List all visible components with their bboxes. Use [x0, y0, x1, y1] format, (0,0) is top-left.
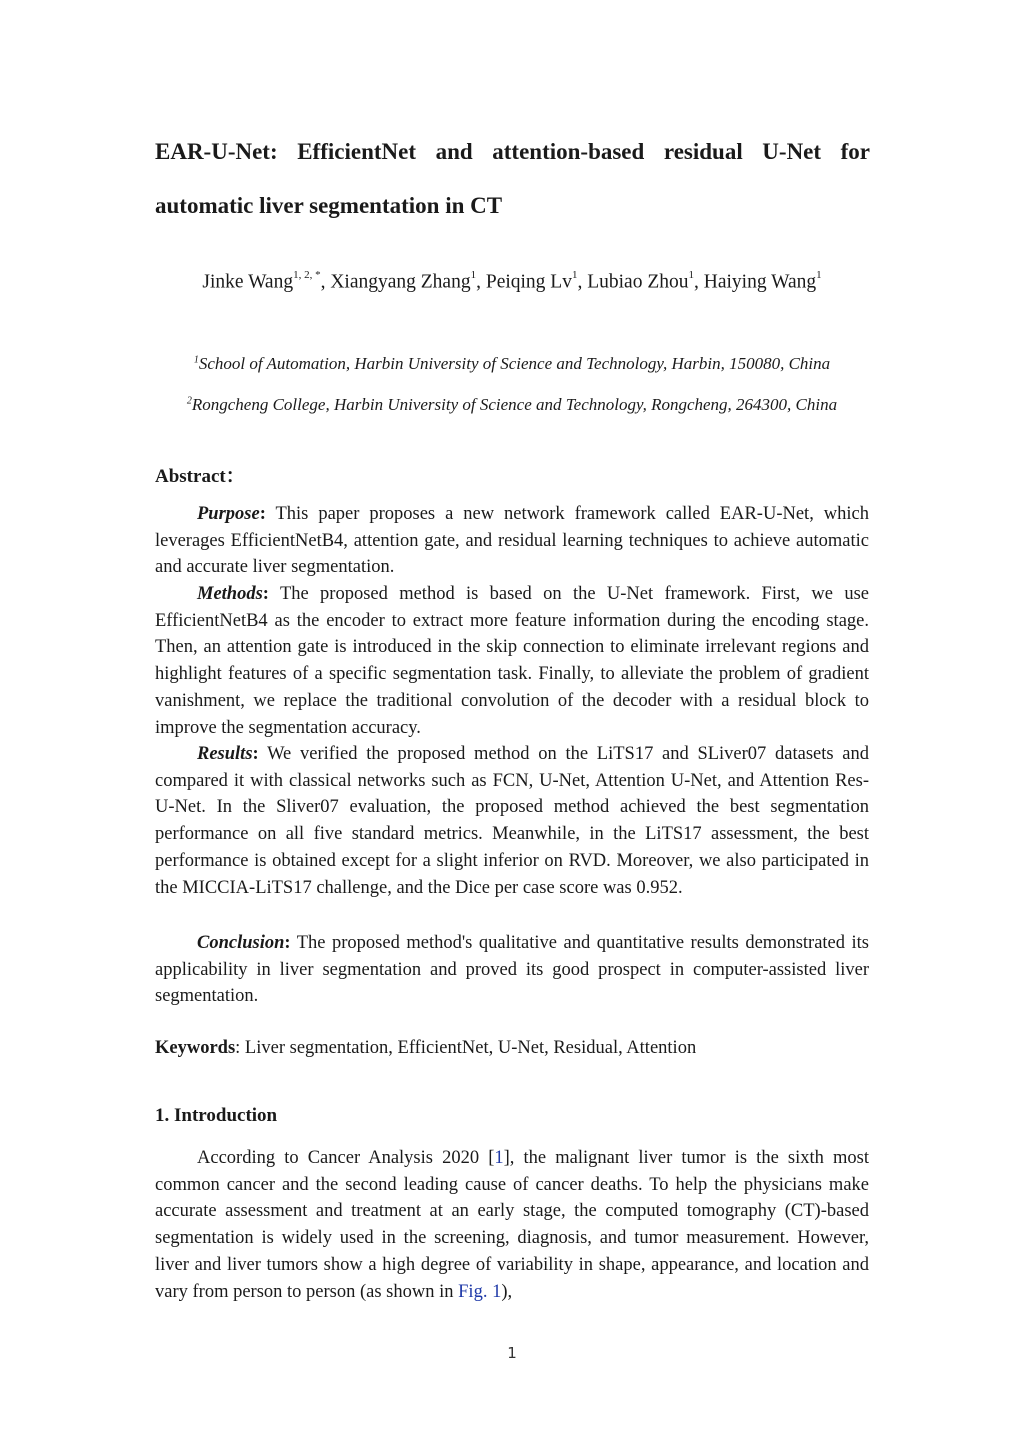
keywords-label: Keywords — [155, 1038, 236, 1058]
affiliation-mark: 2 — [186, 395, 192, 407]
author-separator: , — [476, 271, 486, 293]
purpose-text: This paper proposes a new network framework called EAR-U-Net, which leverages EfficientNetB4, attention gate, and residual learning techniques to achieve automatic and accurate liver segmentation. — [155, 504, 869, 578]
introduction-paragraph — [155, 1145, 869, 1305]
purpose-label: Purpose — [197, 504, 260, 524]
author-name: Jinke Wang — [202, 271, 294, 293]
section-heading-introduction: 1. Introduction — [155, 1105, 278, 1126]
affiliation-text: Rongcheng College, Harbin University of Science and Technology, Rongcheng, 264300, China — [191, 395, 838, 414]
label-colon: : — [262, 584, 269, 604]
methods-text: The proposed method is based on the U-Net framework. First, we use EfficientNetB4 as the encoder to extract more feature information during the encoding stage. Then, an attention gate is introduced in the skip connection to eliminate irrelevant regions and highlight features of a specific segmentation task. Finally, to alleviate the problem of gradient vanishment, we replace the traditional convolution of the decoder with a residual block to improve the segmentation accuracy. — [155, 584, 869, 738]
abstract-conclusion — [155, 930, 869, 1010]
author-separator: , — [320, 271, 331, 293]
keywords-text: : Liver segmentation, EfficientNet, U-Net, Residual, Attention — [235, 1038, 697, 1058]
abstract-heading: Abstract： — [155, 466, 245, 487]
figure-link[interactable]: Fig. 1 — [458, 1281, 502, 1302]
author-affiliation-mark: 1 — [688, 269, 694, 281]
author-separator: , — [577, 271, 588, 293]
author-name: Haiying Wang — [703, 271, 817, 293]
intro-text: ], the malignant liver tumor is the sixth most common cancer and the second leading cause of cancer deaths. To help the physicians make accurate assessment and treatment at an early stage, the computed tomography (CT)-based segmentation is widely used in the screening, diagnosis, and tumor measurement. However, liver and liver tumors show a high degree of variability in shape, appearance, and location and vary from person to person (as shown in — [155, 1148, 869, 1302]
author-affiliation-mark: 1 — [816, 269, 822, 281]
citation-link[interactable]: 1 — [494, 1148, 504, 1168]
methods-label: Methods — [197, 584, 263, 604]
affiliation-2 — [0, 395, 1024, 415]
author-name: Lubiao Zhou — [587, 271, 689, 293]
label-colon: : — [284, 933, 291, 953]
keywords — [155, 1038, 696, 1059]
author-name: Xiangyang Zhang — [330, 271, 471, 293]
intro-text: ), — [501, 1281, 513, 1302]
page-number: 1 — [507, 1344, 517, 1362]
author-separator: , — [694, 271, 704, 293]
author-affiliation-mark: 1 — [470, 269, 477, 281]
conclusion-text: The proposed method's qualitative and quantitative results demonstrated its applicability in liver segmentation and proved its good prospect in computer-assisted liver segmentation. — [155, 933, 869, 1007]
affiliation-1 — [0, 354, 1024, 374]
affiliation-mark: 1 — [193, 354, 199, 366]
author-list — [0, 271, 1024, 294]
author-affiliation-mark: 1 — [571, 269, 578, 281]
paper-title-line-2: automatic liver segmentation in CT — [155, 193, 503, 218]
author-name: Peiqing Lv — [485, 271, 572, 293]
label-colon: : — [259, 504, 266, 524]
intro-text: According to Cancer Analysis 2020 [ — [197, 1148, 495, 1168]
affiliation-text: School of Automation, Harbin University of Science and Technology, Harbin, 150080, China — [198, 354, 831, 373]
author-affiliation-mark: 1, 2, * — [293, 269, 321, 281]
results-text: We verified the proposed method on the LiTS17 and SLiver07 datasets and compared it with classical networks such as FCN, U-Net, Attention U-Net, and Attention Res-U-Net. In the Sliver07 evaluation, the proposed method achieved the best segmentation performance on all five standard metrics. Meanwhile, in the LiTS17 assessment, the best performance is obtained except for a slight inferior on RVD. Moreover, we also participated in the MICCIA-LiTS17 challenge, and the Dice per case score was 0.952. — [155, 744, 869, 898]
conclusion-label: Conclusion — [197, 933, 285, 953]
abstract-purpose — [155, 501, 869, 581]
results-label: Results — [197, 744, 253, 764]
label-colon: : — [252, 744, 259, 764]
abstract-results — [155, 741, 869, 901]
paper-title-line-1: EAR-U-Net: EfficientNet and attention-based residual U-Net for — [155, 139, 870, 164]
abstract-methods — [155, 581, 869, 741]
